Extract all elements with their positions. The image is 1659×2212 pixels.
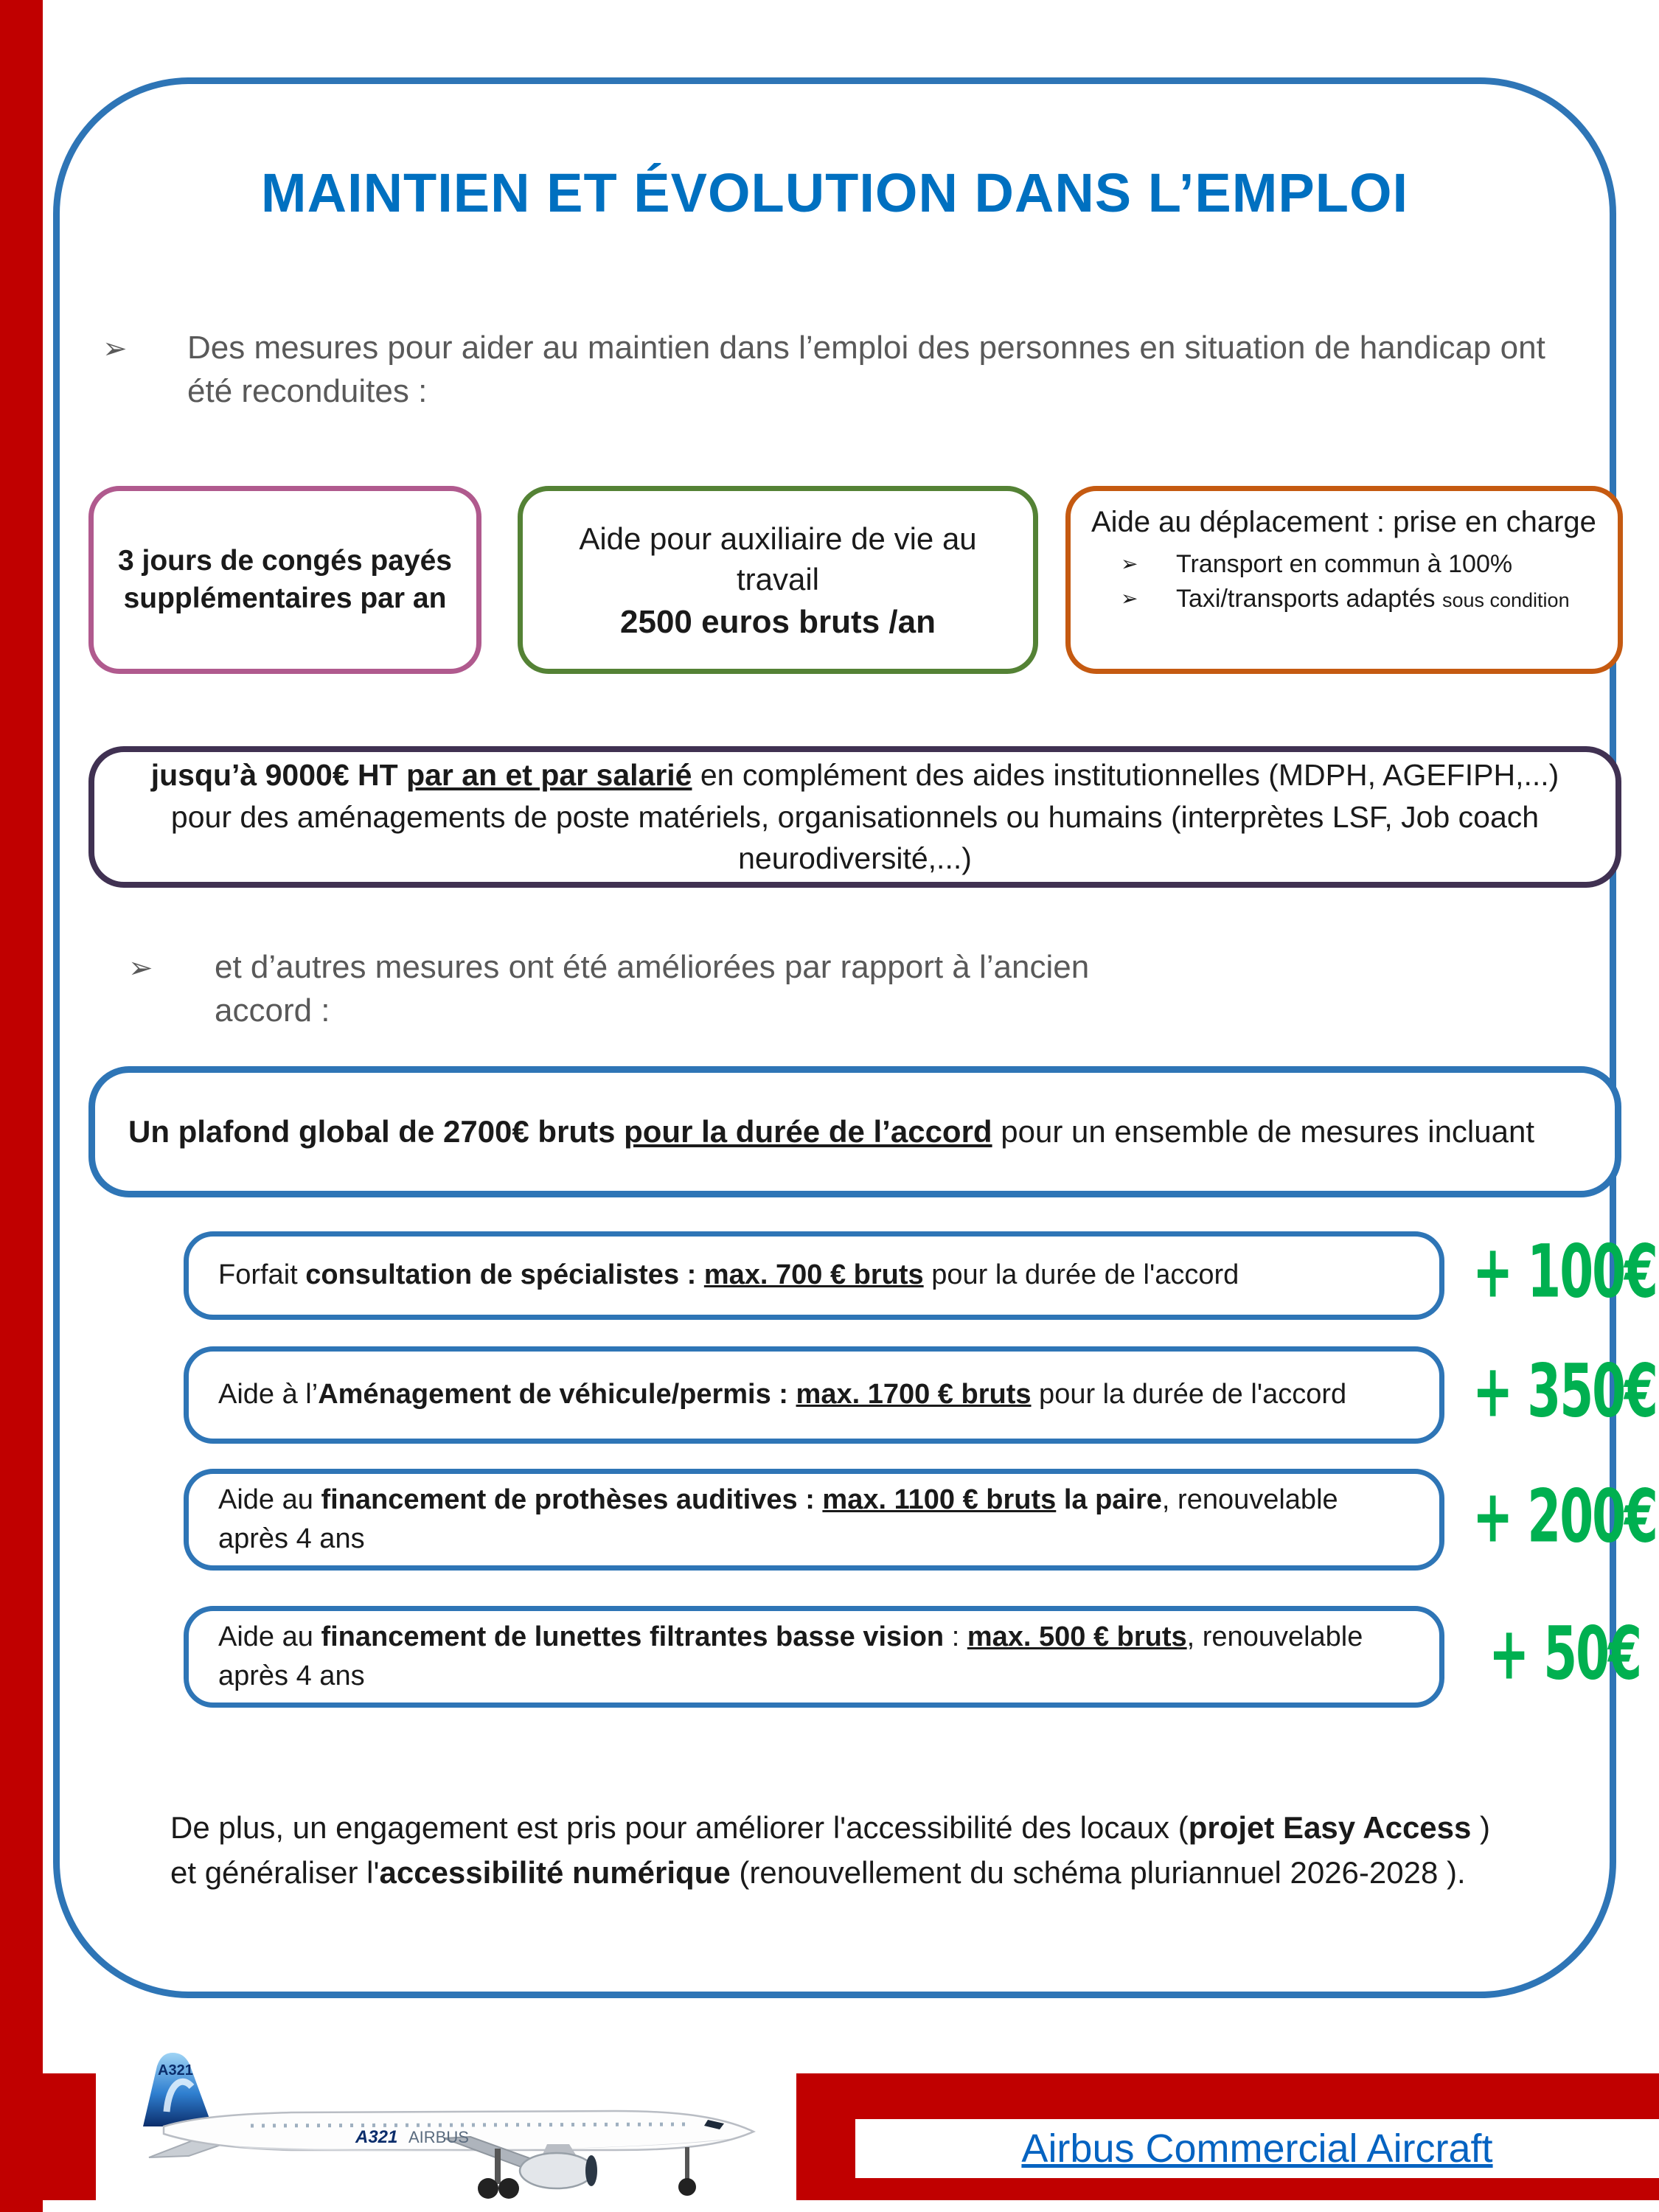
measure-box-hearing-aids — [184, 1469, 1444, 1571]
transport-box — [1065, 486, 1623, 674]
paid-leave-box — [88, 486, 481, 674]
grant-amount: jusqu’à 9000€ HT — [150, 758, 407, 793]
footer-link-strip — [855, 2119, 1659, 2178]
arrow-bullet-icon: ➢ — [1121, 585, 1138, 611]
transport-item-public — [1091, 549, 1512, 580]
measure-text: Forfait consultation de spécialistes : max. 700 € bruts pour la durée de l'accord — [218, 1259, 1239, 1291]
measure-text: Aide à l’Aménagement de véhicule/permis : max. 1700 € bruts pour la durée de l'accord — [218, 1379, 1347, 1411]
ceiling-box — [88, 1066, 1621, 1197]
intro-bullet-text: Des mesures pour aider au maintien dans l’emploi des personnes en situation de handicap ont été reconduites : — [187, 330, 1545, 410]
life-assistant-box — [518, 486, 1038, 674]
closing-line-1: De plus, un engagement est pris pour améliorer l'accessibilité des locaux (projet Easy Access ) — [170, 1810, 1491, 1845]
ceiling-amount: Un plafond global de 2700€ bruts — [128, 1113, 625, 1149]
measure-text: Aide au financement de prothèses auditives : max. 1100 € bruts la paire, renouvelable après 4 ans — [218, 1484, 1338, 1554]
bonus-amount-hearing-aids: + 200€ — [1472, 1473, 1657, 1559]
airbus-link[interactable]: Airbus Commercial Aircraft — [1021, 2126, 1493, 2171]
transport-item-condition: sous condition — [1441, 588, 1570, 611]
grant-box-text — [124, 754, 1586, 880]
plane-wheel — [478, 2178, 498, 2199]
plane-brand-label: AIRBUS — [408, 2128, 469, 2146]
plane-engine — [520, 2153, 594, 2188]
measure-box-vehicle — [184, 1346, 1444, 1444]
grant-details: en complément des aides institutionnelles (MDPH, AGEFIPH,...) pour des aménagements de poste matériels, organisationnels ou humains (interprètes LSF, Job coach neurodiversité,...) — [170, 758, 1559, 876]
closing-paragraph — [170, 1806, 1586, 1896]
life-assistant-amount: 2500 euros bruts /an — [620, 604, 936, 641]
arrow-bullet-icon: ➢ — [128, 951, 153, 985]
grant-scope: par an et par salarié — [406, 758, 692, 793]
main-frame — [53, 77, 1657, 1998]
measure-text: Aide au financement de lunettes filtrantes basse vision : max. 500 € bruts, renouvelable après 4 ans — [218, 1621, 1363, 1691]
plane-fin-label: A321 — [158, 2062, 193, 2079]
ceiling-details: pour un ensemble de mesures incluant — [992, 1113, 1535, 1149]
transport-item-taxi — [1091, 583, 1570, 615]
page-title: MAINTIEN ET ÉVOLUTION DANS L’EMPLOI — [260, 162, 1409, 223]
plane-wheel — [498, 2178, 519, 2199]
left-red-bar — [0, 0, 43, 2212]
transport-box-title: Aide au déplacement : prise en charge — [1091, 506, 1596, 538]
plane-body-label: A321 — [355, 2127, 398, 2147]
plane-wheel — [678, 2178, 696, 2196]
bonus-amount-specialists: + 100€ — [1472, 1228, 1657, 1315]
arrow-bullet-icon: ➢ — [1121, 552, 1138, 576]
intro-bullet — [102, 326, 1577, 414]
improvements-bullet — [128, 945, 1161, 1033]
bonus-amount-glasses: + 50€ — [1488, 1610, 1641, 1697]
transport-item-text: Transport en commun à 100% — [1176, 550, 1513, 578]
transport-item-text: Taxi/transports adaptés sous condition — [1176, 584, 1570, 613]
measure-box-specialists — [184, 1231, 1444, 1320]
ceiling-box-text — [128, 1111, 1534, 1153]
improvements-bullet-text: et d’autres mesures ont été améliorées par rapport à l’ancien accord : — [215, 949, 1090, 1029]
life-assistant-content — [523, 519, 1033, 641]
closing-line-2: et généraliser l'accessibilité numérique (renouvellement du schéma pluriannuel 2026-2028 ). — [170, 1854, 1466, 1890]
ceiling-duration: pour la durée de l’accord — [624, 1113, 992, 1149]
life-assistant-text: Aide pour auxiliaire de vie au travail — [579, 521, 977, 597]
arrow-bullet-icon: ➢ — [102, 332, 128, 366]
paid-leave-text: 3 jours de congés payés supplémentaires par an — [117, 544, 452, 614]
airbus-plane-image — [96, 2044, 796, 2212]
bonus-amount-vehicle: + 350€ — [1472, 1348, 1657, 1434]
plane-engine-intake — [585, 2155, 597, 2186]
grant-box — [88, 746, 1621, 888]
airbus-a321-svg — [96, 2044, 796, 2212]
measure-box-glasses — [184, 1606, 1444, 1708]
